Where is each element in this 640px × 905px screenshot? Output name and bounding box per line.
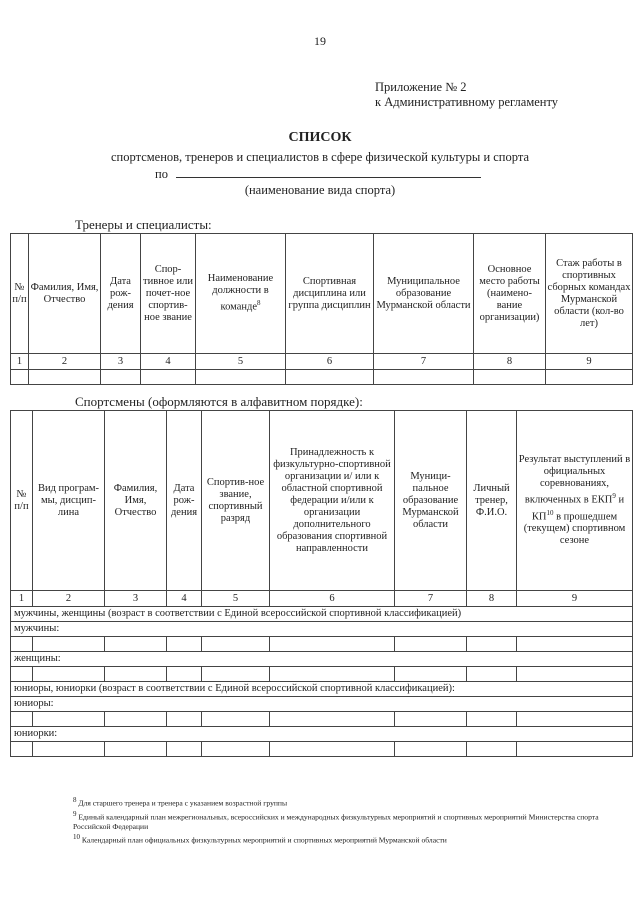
group-junior-f-row [11,727,633,742]
appendix-line-1: Приложение № 2 [375,80,467,94]
group-adults-label: мужчины, женщины (возраст в соответствии с Единой всероссийской спортивной классификацией) [11,607,633,622]
ah-number: № п/п [11,411,33,591]
ah-discipline: Вид програм-мы, дисцип-лина [33,411,105,591]
athletes-col-num: 5 [202,591,270,607]
sport-name-blank [176,165,481,178]
appendix-note [375,80,558,110]
po-label: по [155,167,168,181]
trainers-col-num: 8 [474,354,546,370]
th-birth-date: Дата рож-дения [101,234,141,354]
group-women-row [11,652,633,667]
th-full-name: Фамилия, Имя, Отчество [29,234,101,354]
sport-caption: (наименование вида спорта) [244,183,396,197]
athletes-number-row [11,591,633,607]
athletes-col-num: 2 [33,591,105,607]
ah-rank: Спортив-ное звание, спортивный разряд [202,411,270,591]
trainers-col-num: 5 [196,354,286,370]
men-empty-row [11,637,633,652]
ah-full-name: Фамилия, Имя, Отчество [105,411,167,591]
ah-results: Результат выступлений в официальных соревнованиях, включенных в ЕКП$^9$ и КП$^{10}$ в прошедшем (текущем) спортивном сезоне [517,411,633,591]
ah-birth-date: Дата рож-дения [167,411,202,591]
trainers-col-num: 3 [101,354,141,370]
athletes-section-label: Спортсмены (оформляются в алфавитном порядке): [75,394,363,409]
ah-organization: Принадлежность к физкультурно-спортивной организации и/ или к областной спортивной федерации и/или к организации дополнительного образования спортивной направленности [270,411,395,591]
athletes-header-row [11,411,633,591]
th-number: № п/п [11,234,29,354]
page-number: 19 [314,34,326,48]
footnote-9: $^9$ Единый календарный план межрегиональных, всероссийских и международных физкультурных мероприятий и спортивных мероприятий Министерства спорта Российской Федерации [73,809,599,832]
athletes-col-num: 6 [270,591,395,607]
trainers-header-row [11,234,633,354]
group-junior-m-label: юниоры: [11,697,633,712]
th-workplace: Основное место работы (наимено-вание организации) [474,234,546,354]
trainers-col-num: 9 [546,354,633,370]
group-men-row [11,622,633,637]
group-men-label: мужчины: [11,622,633,637]
th-position: Наименование должности в команде$^8$ [196,234,286,354]
athletes-col-num: 9 [517,591,633,607]
trainers-col-num: 1 [11,354,29,370]
trainers-col-num: 2 [29,354,101,370]
trainers-col-num: 4 [141,354,196,370]
th-discipline: Спортивная дисциплина или группа дисциплин [286,234,374,354]
document-title: СПИСОК [288,130,352,145]
group-juniors-row [11,682,633,697]
trainers-col-num: 7 [374,354,474,370]
appendix-line-2: к Административному регламенту [375,95,559,109]
group-juniors-label: юниоры, юниорки (возраст в соответствии с Единой всероссийской спортивной классификацией): [11,682,633,697]
group-junior-f-label: юниорки: [11,727,633,742]
trainers-section-label: Тренеры и специалисты: [75,217,212,232]
footnotes [73,795,613,846]
trainers-empty-row [11,370,633,385]
athletes-table [10,410,633,757]
group-women-label: женщины: [11,652,633,667]
women-empty-row [11,667,633,682]
athletes-col-num: 7 [395,591,467,607]
footnote-10: $^{10}$ Календарный план официальных физкультурных мероприятий и спортивных мероприятий Мурманской области [73,833,447,845]
th-municipality: Муниципальное образование Мурманской области [374,234,474,354]
sport-name-line [155,165,481,182]
trainers-number-row [11,354,633,370]
th-title: Спор-тивное или почет-ное спортив-ное звание [141,234,196,354]
junior-f-empty-row [11,742,633,757]
th-experience: Стаж работы в спортивных сборных командах Мурманской области (кол-во лет) [546,234,633,354]
junior-m-empty-row [11,712,633,727]
group-junior-m-row [11,697,633,712]
group-adults-row [11,607,633,622]
athletes-col-num: 8 [467,591,517,607]
document-subtitle: спортсменов, тренеров и специалистов в сфере физической культуры и спорта [111,150,529,164]
ah-municipality: Муници-пальное образование Мурманской области [395,411,467,591]
trainers-col-num: 6 [286,354,374,370]
athletes-col-num: 3 [105,591,167,607]
athletes-col-num: 1 [11,591,33,607]
trainers-table [10,233,633,385]
footnote-8: $^8$ Для старшего тренера и тренера с указанием возрастной группы [73,796,288,808]
ah-coach: Личный тренер, Ф.И.О. [467,411,517,591]
athletes-col-num: 4 [167,591,202,607]
